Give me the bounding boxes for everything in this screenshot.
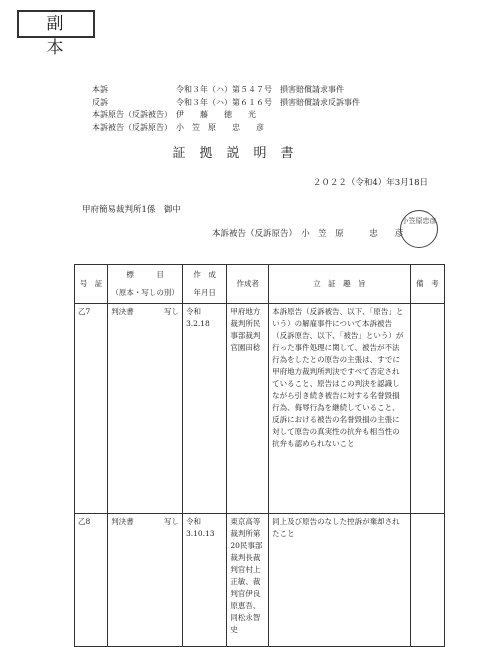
- header-item: 標 目 （原本・写しの別）: [108, 265, 183, 304]
- case-line: 反訴 令和３年（ハ）第６１６号 損害賠償請求反訴事件: [92, 97, 360, 107]
- evidence-table: [74, 264, 445, 647]
- header-purpose: 立 証 趣 旨: [269, 265, 411, 304]
- cell-author: 東京高等裁判所第20民事部裁判長裁判官村上正敏、裁判官伊良原恵吾、同松永智史: [227, 514, 269, 647]
- cell-item: 判決書 写し: [108, 304, 183, 514]
- cell-item: 判決書 写し: [108, 514, 183, 647]
- cell-purpose: 同上及び原告のなした控訴が棄却されたこと: [269, 514, 411, 647]
- court-addressee: 甲府簡易裁判所1係 御中: [82, 205, 181, 215]
- document-title: 証拠説明書: [172, 146, 308, 161]
- case-line: 本訴原告（反訴被告） 伊 藤 徳 光: [92, 110, 256, 119]
- duplicate-stamp: 副本: [17, 10, 95, 38]
- header-date: 作 成 年月日: [182, 265, 226, 304]
- cell-no: 乙7: [75, 304, 108, 514]
- cell-date: 令和 3.10.13: [182, 514, 226, 647]
- table-row: [75, 304, 445, 514]
- table-header-row: [75, 265, 445, 304]
- cell-date: 令和 3.2.18: [182, 304, 226, 514]
- table-row: [75, 514, 445, 647]
- header-remarks: 備 考: [410, 265, 444, 304]
- case-line: 本訴 令和３年（ハ）第５４７号 損害賠償請求事件: [92, 85, 344, 94]
- seal-stamp: 小笠原忠彦: [400, 210, 438, 248]
- cell-remarks: [410, 514, 444, 647]
- case-line: 本訴被告（反訴原告） 小 笠 原 忠 彦: [92, 122, 264, 132]
- cell-no: 乙8: [75, 514, 108, 647]
- document-date: ２０２２（令和4）年3月18日: [312, 178, 428, 188]
- header-no: 号 証: [75, 265, 108, 304]
- cell-remarks: [410, 304, 444, 514]
- cell-purpose: 本訴原告（反訴被告、以下、「原告」という）の解雇事件について本訴被告（反訴原告、以下、「被告」という）が行った事件処理に関して、被告が不法行為をしたとの原告の主張は、すでに甲府地方裁判所判決ですべて否定されていること、原告はこの判決を認識しながら引き続き被告に対する名誉毀損行為、侮辱行為を継続していること、反訴における被告の名誉毀損の主張に対して原告の真実性の抗弁も相当性の抗弁も認められないこと: [269, 304, 411, 514]
- submitter: 本訴被告（反訴原告） 小 笠 原 忠 彦: [212, 229, 404, 239]
- cell-author: 甲府地方裁判所民事部裁判官園田稔: [227, 304, 269, 514]
- case-info: [92, 84, 360, 134]
- header-author: 作成者: [227, 265, 269, 304]
